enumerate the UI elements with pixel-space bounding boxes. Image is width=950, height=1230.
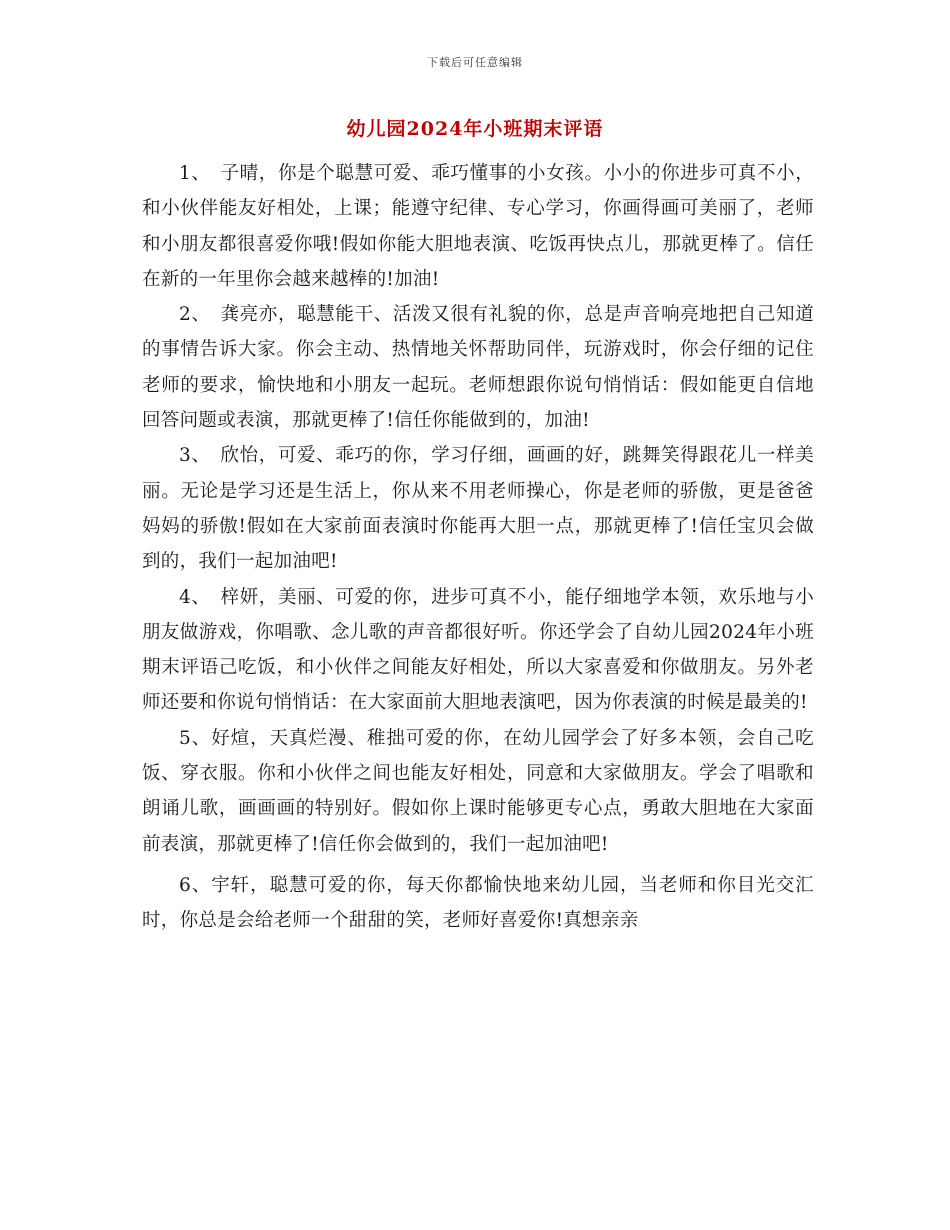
paragraph-3: 3、 欣怡，可爱、乖巧的你，学习仔细，画画的好，跳舞笑得跟花儿一样美丽。无论是学习还是生活上，你从来不用老师操心，你是老师的骄傲，更是爸爸妈妈的骄傲!假如在大家前面表演时你能再大胆一点，那就更棒了!信任宝贝会做到的，我们一起加油吧! [142, 445, 814, 573]
header-note: 下载后可任意编辑 [427, 56, 523, 69]
paragraph-4: 4、 梓妍，美丽、可爱的你，进步可真不小，能仔细地学本领，欢乐地与小朋友做游戏，你唱歌、念儿歌的声音都很好听。你还学会了自幼儿园2024年小班期末评语己吃饭，和小伙伴之间能友好相处，所以大家喜爱和你做朋友。另外老师还要和你说句悄悄话：在大家面前大胆地表演吧，因为你表演的时候是最美的! [142, 586, 814, 714]
paragraph-2: 2、 龚亮亦，聪慧能干、活泼又很有礼貌的你，总是声音响亮地把自己知道的事情告诉大家。你会主动、热情地关怀帮助同伴，玩游戏时，你会仔细的记住老师的要求，愉快地和小朋友一起玩。老师想跟你说句悄悄话：假如能更自信地回答问题或表演，那就更棒了!信任你能做到的，加油! [142, 304, 814, 432]
paragraph-1: 1、 子晴，你是个聪慧可爱、乖巧懂事的小女孩。小小的你进步可真不小，和小伙伴能友好相处，上课；能遵守纪律、专心学习，你画得画可美丽了，老师和小朋友都很喜爱你哦!假如你能大胆地表演、吃饭再快点儿，那就更棒了。信任在新的一年里你会越来越棒的!加油! [142, 163, 814, 290]
document-body [142, 156, 814, 939]
paragraph-6: 6、宇轩，聪慧可爱的你，每天你都愉快地来幼儿园，当老师和你目光交汇时，你总是会给老师一个甜甜的笑，老师好喜爱你!真想亲亲 [142, 874, 814, 932]
document-title: 幼儿园2024年小班期末评语 [346, 118, 604, 140]
paragraph-5: 5、好煊，天真烂漫、稚拙可爱的你，在幼儿园学会了好多本领，会自己吃饭、穿衣服。你和小伙伴之间也能友好相处，同意和大家做朋友。学会了唱歌和朗诵儿歌，画画画的特别好。假如你上课时能够更专心点，勇敢大胆地在大家面前表演，那就更棒了!信任你会做到的，我们一起加油吧! [142, 727, 814, 855]
